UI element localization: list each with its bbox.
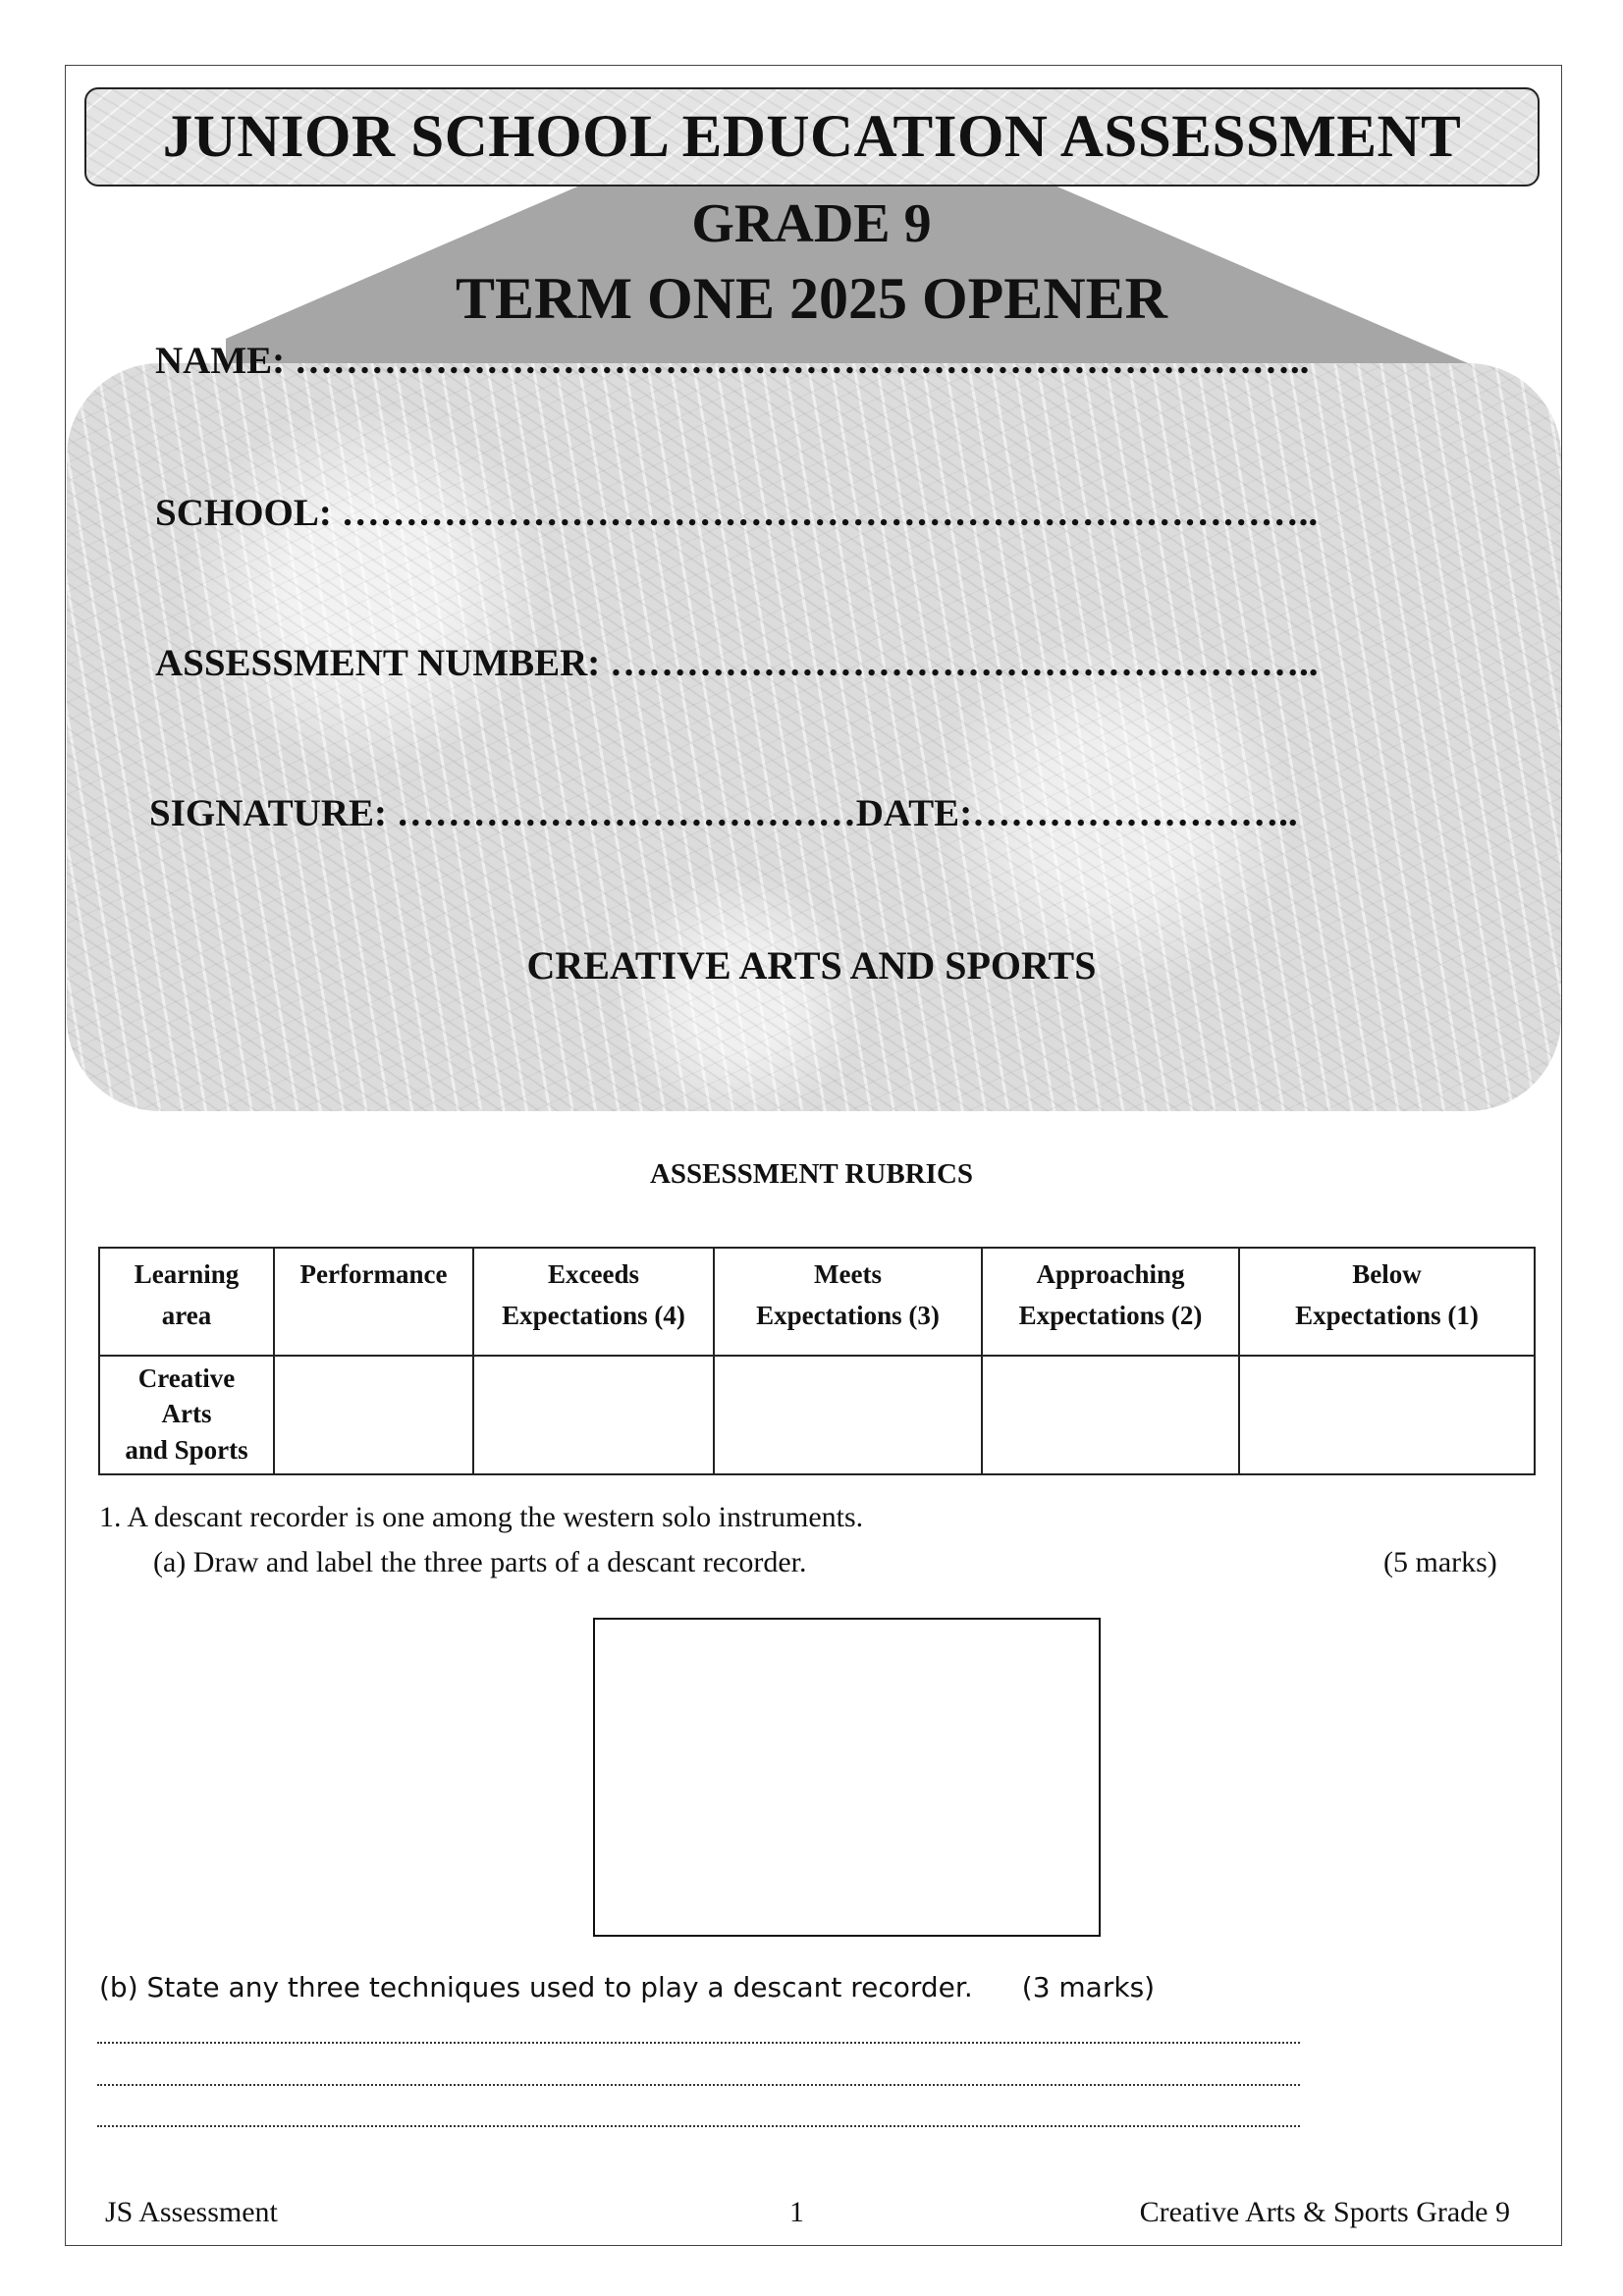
header-approaching: Approaching Expectations (2): [982, 1248, 1239, 1356]
drawing-answer-box[interactable]: [593, 1618, 1101, 1937]
question-1a-text: (a) Draw and label the three parts of a descant recorder.: [153, 1546, 807, 1578]
learning-area-cell: Creative Arts and Sports: [99, 1356, 274, 1474]
below-cell[interactable]: [1239, 1356, 1535, 1474]
question-1b-marks: (3 marks): [1021, 1971, 1156, 2003]
page-number: 1: [789, 2196, 804, 2228]
exceeds-cell[interactable]: [473, 1356, 714, 1474]
performance-cell[interactable]: [274, 1356, 473, 1474]
answer-line[interactable]: [97, 2125, 1300, 2127]
question-1a-marks: (5 marks): [1383, 1546, 1497, 1578]
footer-left: JS Assessment: [105, 2196, 278, 2228]
header-below: Below Expectations (1): [1239, 1248, 1535, 1356]
assessment-number-field: ASSESSMENT NUMBER: ………………………………………………..: [155, 642, 1319, 684]
name-field: NAME: ……………………………………………………………………..: [155, 340, 1310, 382]
header-learning-area: Learning area: [99, 1248, 274, 1356]
rubric-table: [98, 1247, 1536, 1475]
signature-date-field: SIGNATURE: ………………………………DATE:……………………..: [149, 792, 1298, 834]
header-exceeds: Exceeds Expectations (4): [473, 1248, 714, 1356]
title-banner: [84, 87, 1540, 187]
marble-header-panel: [67, 363, 1561, 1111]
header-meets: Meets Expectations (3): [714, 1248, 982, 1356]
approaching-cell[interactable]: [982, 1356, 1239, 1474]
question-1-stem: 1. A descant recorder is one among the western solo instruments.: [99, 1501, 864, 1533]
rubric-title: ASSESSMENT RUBRICS: [649, 1158, 974, 1190]
rubric-header-row: [99, 1248, 1535, 1356]
document-title: JUNIOR SCHOOL EDUCATION ASSESSMENT: [162, 103, 1462, 170]
rubric-row: [99, 1356, 1535, 1474]
term-heading: TERM ONE 2025 OPENER: [455, 266, 1168, 331]
subject-title: CREATIVE ARTS AND SPORTS: [526, 943, 1097, 988]
school-field: SCHOOL: …………………………………………………………………..: [155, 492, 1319, 534]
answer-line[interactable]: [97, 2042, 1300, 2044]
meets-cell[interactable]: [714, 1356, 982, 1474]
grade-heading: GRADE 9: [691, 193, 932, 254]
footer-right: Creative Arts & Sports Grade 9: [1139, 2196, 1510, 2228]
question-1b-text: (b) State any three techniques used to play a descant recorder.: [99, 1971, 973, 2003]
question-1b: [99, 1971, 1155, 2003]
answer-line[interactable]: [97, 2084, 1300, 2086]
header-performance: Performance: [274, 1248, 473, 1356]
